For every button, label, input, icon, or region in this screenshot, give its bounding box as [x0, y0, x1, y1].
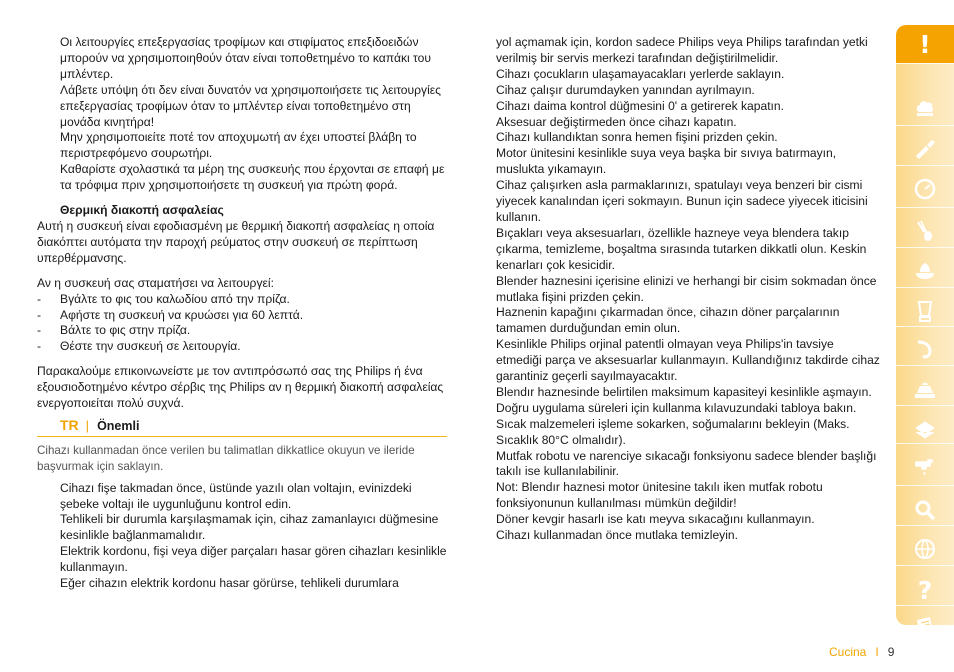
paragraph: Μην χρησιμοποιείτε ποτέ τον αποχυμωτή αν έχει υποστεί βλάβη το περιστρεφόμενο σουρωτήρι.: [60, 130, 417, 161]
list-item: Mutfak robotu ve narenciye sıkacağı fonksiyonu sadece blender başlığı takılı ise kullanılabilinir.: [496, 448, 877, 479]
footer-separator: I: [875, 645, 879, 659]
list-item: Kesinlikle Philips orjinal patentli olmayan veya Philips'in tavsiye etmediği parça ve aksesuarlar kullanmayın. Kullandığınız takdirde cihaz garantiniz geçerli sayılmayacaktır.: [496, 337, 880, 384]
dough-hook-icon[interactable]: [896, 330, 954, 368]
list-item: Doğru uygulama süreleri için kullanma kılavuzundaki tabloya bakın.: [496, 400, 857, 415]
list-item: Döner kevgir hasarlı ise katı meyva sıkacağını kullanmayın.: [496, 512, 815, 527]
list-item: - Θέστε την συσκευή σε λειτουργία.: [37, 339, 241, 354]
whisk-icon[interactable]: [896, 212, 954, 250]
list-item: Cihazı kullanmadan önce mutlaka temizleyin.: [496, 528, 738, 543]
page-footer: [829, 645, 894, 659]
left-column: [37, 35, 447, 592]
intro-text: Cihazı kullanmadan önce verilen bu talimatlan dikkatlice okuyun ve ileride başvurmak için saklayın.: [37, 443, 415, 473]
timer-dial-icon[interactable]: [896, 170, 954, 208]
list-item: Blendır haznesinde belirtilen maksimum kapasiteyi kesinlikle aşmayın.: [496, 384, 872, 399]
citrus-press-icon[interactable]: [896, 251, 954, 289]
blender-knife-icon[interactable]: [896, 130, 954, 168]
page-number: 9: [887, 645, 895, 659]
paragraph: Λάβετε υπόψη ότι δεν είναι δυνατόν να χρησιμοποιήσετε τις λειτουργίες επεξεργασίας τροφίμων όταν το μπλέντερ είναι τοποθετημένο στη μονάδα κινητήρα!: [60, 82, 441, 129]
greek-safety-text: [37, 35, 447, 194]
list-item: - Αφήστε τη συσκευή να κρυώσει για 60 λεπτά.: [37, 307, 304, 322]
thermal-cutout-text: Αυτή η συσκευή είναι εφοδιασμένη με θερμική διακοπή ασφαλείας η οποία διακόπτει αυτόματα την παροχή ρεύματος στην συσκευή σε περίπτωση υπερθέρμανσης.: [37, 218, 435, 265]
language-section-header: [37, 418, 447, 437]
exclamation-icon[interactable]: !: [919, 29, 931, 59]
paragraph: Καθαρίστε σχολαστικά τα μέρη της συσκευής που έρχονται σε επαφή με τα τρόφιμα πριν χρησιμοποιήσετε τη συσκευή για πρώτη φορά.: [60, 162, 445, 193]
faucet-icon[interactable]: [896, 447, 954, 485]
notebook-icon[interactable]: [896, 608, 954, 625]
paragraph: Οι λειτουργίες επεξεργασίας τροφίμων και στιφίματος επεξιδοειδών μπορούν να χρησιμοποιηθούν όταν είναι τοποθετημένο το καπάκι του μπλέντερ.: [60, 35, 431, 81]
section-tab-sidebar: [896, 25, 954, 625]
list-item: Cihazı çocukların ulaşamayacakları yerlerde saklayın.: [496, 66, 785, 81]
contact-text: Παρακαλούμε επικοινωνείστε με τον αντιπρόσωπό σας της Philips ή ένα εξουσιοδοτημένο κέντρο σέρβις της Philips αν η θερμική διακοπή ασφαλείας ενεργοποιείται πολύ συχνά.: [37, 364, 444, 411]
list-item: Bıçakları veya aksesuarları, özellikle hazneye veya blendera takıp çıkarma, temizleme, boşaltma sırasında tutarken dikkatli olun. Keskin kenarları çok kesicidir.: [496, 225, 867, 272]
turkish-safety-list: [37, 481, 447, 592]
list-item: Cihazı fişe takmadan önce, üstünde yazılı olan voltajın, evinizdeki şebeke voltajı ile uygunluğunu kontrol edin.: [60, 480, 412, 511]
header-separator: |: [85, 417, 90, 433]
list-item: - Βγάλτε το φις του καλωδίου από την πρίζα.: [37, 291, 290, 306]
thermal-cutout-heading: Θερμική διακοπή ασφαλείας: [60, 203, 224, 218]
chef-icon[interactable]: [896, 88, 954, 126]
ingredients-icon[interactable]: [896, 370, 954, 408]
globe-icon[interactable]: [896, 530, 954, 568]
list-item: Haznenin kapağını çıkarmadan önce, cihazın döner parçalarının tamamen durduğundan emin olun.: [496, 305, 840, 336]
list-item: Cihazı daima kontrol düğmesini 0' a getirerek kapatın.: [496, 98, 785, 113]
stop-steps-list: [37, 292, 447, 356]
list-item: Eğer cihazın elektrik kordonu hasar görürse, tehlikeli durumlara: [60, 576, 399, 591]
question-icon[interactable]: ?: [917, 575, 933, 605]
list-item: Not: Blendır haznesi motor ünitesine takılı iken mutfak robotu fonksiyonunun kullanılması mümkün değildir!: [496, 480, 823, 511]
footer-brand: Cucina: [829, 645, 867, 659]
magnifier-icon[interactable]: [896, 491, 954, 529]
language-code: TR: [60, 416, 79, 433]
list-item: Aksesuar değiştirmeden önce cihazı kapatın.: [496, 114, 737, 129]
list-item: Sıcak malzemeleri işleme sokarken, soğumalarını bekleyin (Maks. Sıcaklık 80°C olmalıdır).: [496, 416, 850, 447]
list-item: Cihaz çalışır durumdayken yanından ayrılmayın.: [496, 82, 755, 97]
list-item: Cihazı kullandıktan sonra hemen fişini prizden çekin.: [496, 130, 778, 145]
list-item: Motor ünitesini kesinlikle suya veya başka bir sıvıya batırmayın, muslukta yıkamayın.: [496, 146, 837, 177]
blender-jar-icon[interactable]: [896, 292, 954, 330]
list-item: Elektrik kordonu, fişi veya diğer parçaları hasar gören cihazları kesinlikle kullanmayın.: [60, 544, 447, 575]
list-item: - Βάλτε το φις στην πρίζα.: [37, 323, 191, 338]
list-item: yol açmamak için, kordon sadece Philips veya Philips tarafından yetki verilmiş bir servis merkezi tarafından değiştirilmelidir.: [496, 35, 868, 65]
stop-intro: Αν η συσκευή σας σταματήσει να λειτουργεί:: [37, 275, 274, 290]
section-title: Önemli: [97, 418, 140, 433]
list-item: Cihaz çalışırken asla parmaklarınızı, spatulayı veya benzeri bir cismi yiyecek kanalından içeri sokmayın. Bunun için sadece yiyecek iticisini kullanın.: [496, 178, 868, 224]
right-column: [496, 35, 880, 544]
list-item: Blender haznesini içerisine elinizi ve herhangi bir cisim sokmadan önce mutlaka fişini prizden çekin.: [496, 273, 877, 304]
list-item: Tehlikeli bir durumla karşılaşmamak için, cihaz zamanlayıcı düğmesine kesinlikle bağlanmamalıdır.: [60, 512, 439, 543]
